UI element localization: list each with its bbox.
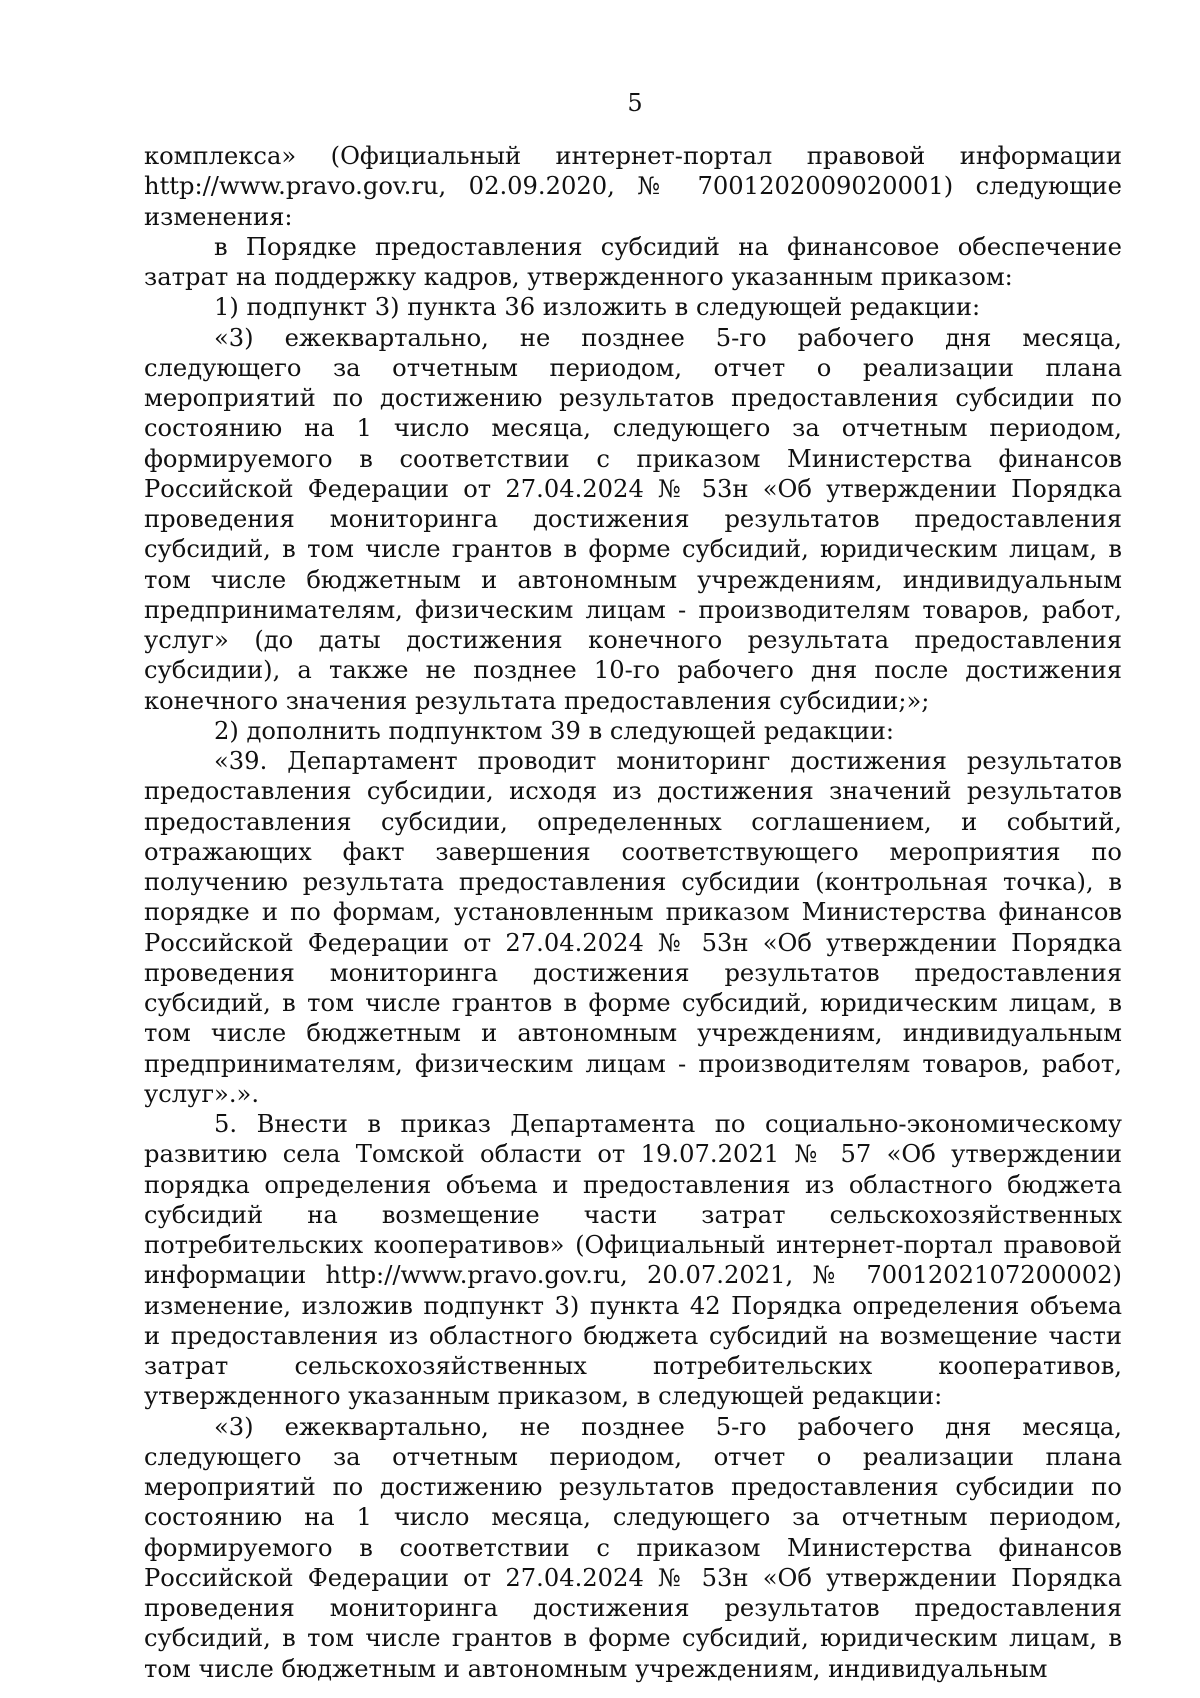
paragraph-quoted-subitem-3: «3) ежеквартально, не позднее 5-го рабочего дня месяца, следующего за отчетным периодом, отчет о реализации плана мероприятий по достижению результатов предоставления субсидии по состоянию на 1 число месяца, следующего за отчетным периодом, формируемого в соответствии с приказом Министерства финансов Российской Федерации от 27.04.2024 № 53н «Об утверждении Порядка проведения мониторинга достижения результатов предоставления субсидий, в том числе грантов в форме субсидий, юридическим лицам, в том числе бюджетным и автономным учреждениям, индивидуальным предпринимателям, физическим лицам - производителям товаров, работ, услуг» (до даты достижения конечного результата предоставления субсидии), а также не позднее 10-го рабочего дня после достижения конечного значения результата предоставления субсидии;»; <box>144 323 1122 715</box>
paragraph-section-5: 5. Внести в приказ Департамента по социально-экономическому развитию села Томской области от 19.07.2021 № 57 «Об утверждении порядка определения объема и предоставления из областного бюджета субсидий на возмещение части затрат сельскохозяйственных потребительских кооперативов» (Официальный интернет-портал правовой информации http://www.pravo.gov.ru, 20.07.2021, № 7001202107200002) изменение, изложив подпункт 3) пункта 42 Порядка определения объема и предоставления из областного бюджета субсидий на возмещение части затрат сельскохозяйственных потребительских кооперативов, утвержденного указанным приказом, в следующей редакции: <box>144 1110 1122 1411</box>
document-body <box>144 141 1122 1684</box>
paragraph-amendment-intro: в Порядке предоставления субсидий на финансовое обеспечение затрат на поддержку кадров, утвержденного указанным приказом: <box>144 232 1122 291</box>
page-number: 5 <box>627 89 643 117</box>
paragraph-item-1: 1) подпункт 3) пункта 36 изложить в следующей редакции: <box>214 293 981 322</box>
paragraph-continuation: комплекса» (Официальный интернет-портал правовой информации http://www.pravo.gov.ru, 02.09.2020, № 7001202009020001) следующие изменения: <box>144 142 1122 231</box>
paragraph-quoted-item-39: «39. Департамент проводит мониторинг достижения результатов предоставления субсидии, исходя из достижения значений результатов предоставления субсидии, определенных соглашением, и событий, отражающих факт завершения соответствующего мероприятия по получению результата предоставления субсидии (контрольная точка), в порядке и по формам, установленным приказом Министерства финансов Российской Федерации от 27.04.2024 № 53н «Об утверждении Порядка проведения мониторинга достижения результатов предоставления субсидий, в том числе грантов в форме субсидий, юридическим лицам, в том числе бюджетным и автономным учреждениям, индивидуальным предпринимателям, физическим лицам - производителям товаров, работ, услуг».». <box>144 747 1122 1108</box>
paragraph-quoted-subitem-3-second: «3) ежеквартально, не позднее 5-го рабочего дня месяца, следующего за отчетным периодом, отчет о реализации плана мероприятий по достижению результатов предоставления субсидии по состоянию на 1 число месяца, следующего за отчетным периодом, формируемого в соответствии с приказом Министерства финансов Российской Федерации от 27.04.2024 № 53н «Об утверждении Порядка проведения мониторинга достижения результатов предоставления субсидий, в том числе грантов в форме субсидий, юридическим лицам, в том числе бюджетным и автономным учреждениям, индивидуальным <box>144 1412 1122 1683</box>
paragraph-item-2: 2) дополнить подпунктом 39 в следующей редакции: <box>214 716 895 745</box>
